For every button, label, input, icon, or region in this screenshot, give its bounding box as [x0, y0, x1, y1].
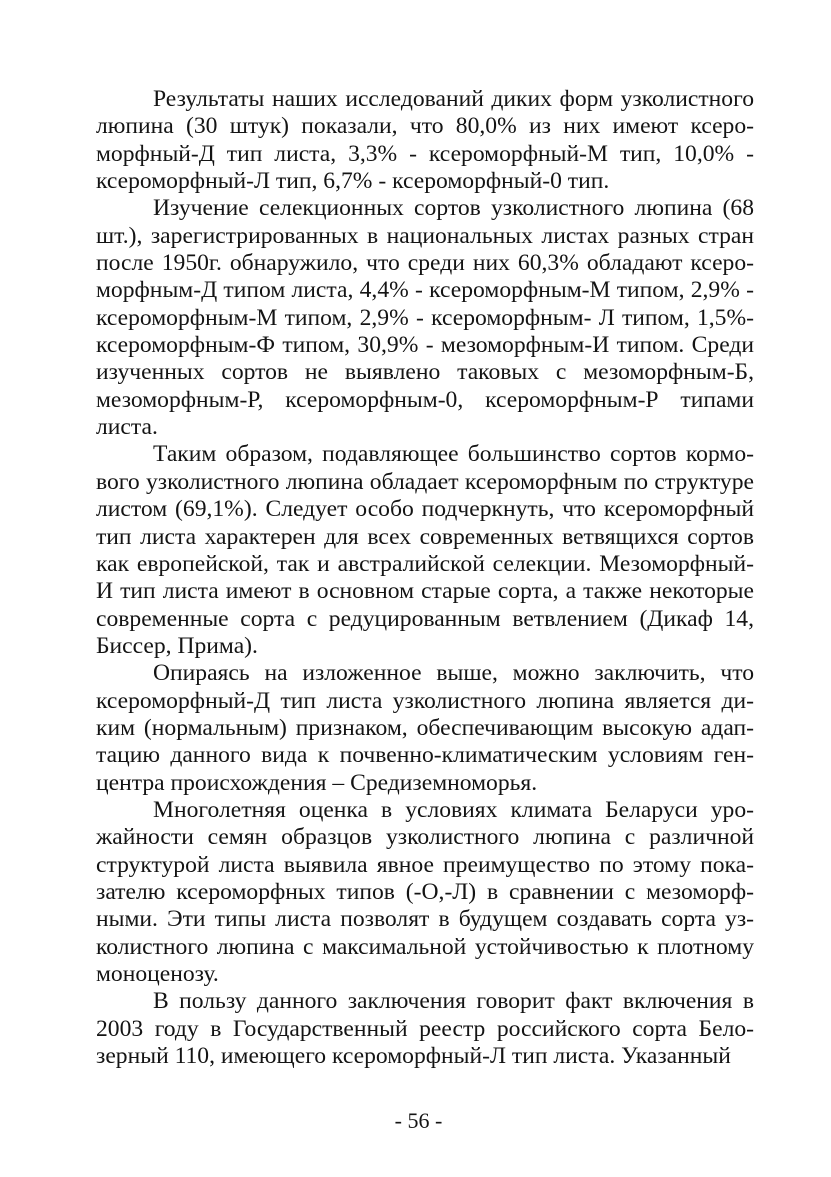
paragraph-5: Многолетняя оценка в условиях климата Беларуси урожайности семян образцов узколистного люпина с различной структурой листа выявила явное преимущество по этому показателю ксероморфных типов (-О,-Л) в сравнении с мезоморфными. Эти типы листа позволят в будущем создавать сорта узколистного люпина с максимальной устойчивостью к плотному моноценозу. — [96, 796, 754, 987]
paragraph-1: Результаты наших исследований диких форм узколистного люпина (30 штук) показали, что 80,0% из них имеют ксероморфный-Д тип листа, 3,3% - ксероморфный-М тип, 10,0% - ксероморфный-Л тип, 6,7% - ксероморфный-0 тип. — [96, 86, 754, 195]
paragraph-2: Изучение селекционных сортов узколистного люпина (68 шт.), зарегистрированных в национальных листах разных стран после 1950г. обнаружило, что среди них 60,3% обладают ксероморфным-Д типом листа, 4,4% - ксероморфным-М типом, 2,9% - ксероморфным-М типом, 2,9% - ксероморфным- Л типом, 1,5%- ксероморфным-Ф типом, 30,9% - мезоморфным-И типом. Среди изученных сортов не выявлено таковых с мезоморфным-Б, мезоморфным-Р, ксероморфным-0, ксероморфным-Р типами листа. — [96, 195, 754, 441]
paragraph-6: В пользу данного заключения говорит факт включения в 2003 году в Государственный реестр российского сорта Белозерный 110, имеющего ксероморфный-Л тип листа. Указанный — [96, 988, 754, 1070]
page-body — [96, 86, 754, 1070]
paragraph-3: Таким образом, подавляющее большинство сортов кормового узколистного люпина обладает ксероморфным по структуре листом (69,1%). Следует особо подчеркнуть, что ксероморфный тип листа характерен для всех современных ветвящихся сортов как европейской, так и австралийской селекции. Мезоморфный-И тип листа имеют в основном старые сорта, а также некоторые современные сорта с редуцированным ветвлением (Дикаф 14, Биссер, Прима). — [96, 441, 754, 659]
paragraph-4: Опираясь на изложенное выше, можно заключить, что ксероморфный-Д тип листа узколистного люпина является диким (нормальным) признаком, обеспечивающим высокую адаптацию данного вида к почвенно-климатическим условиям генцентра происхождения – Средиземноморья. — [96, 660, 754, 796]
page-number: - 56 - — [394, 1108, 443, 1133]
